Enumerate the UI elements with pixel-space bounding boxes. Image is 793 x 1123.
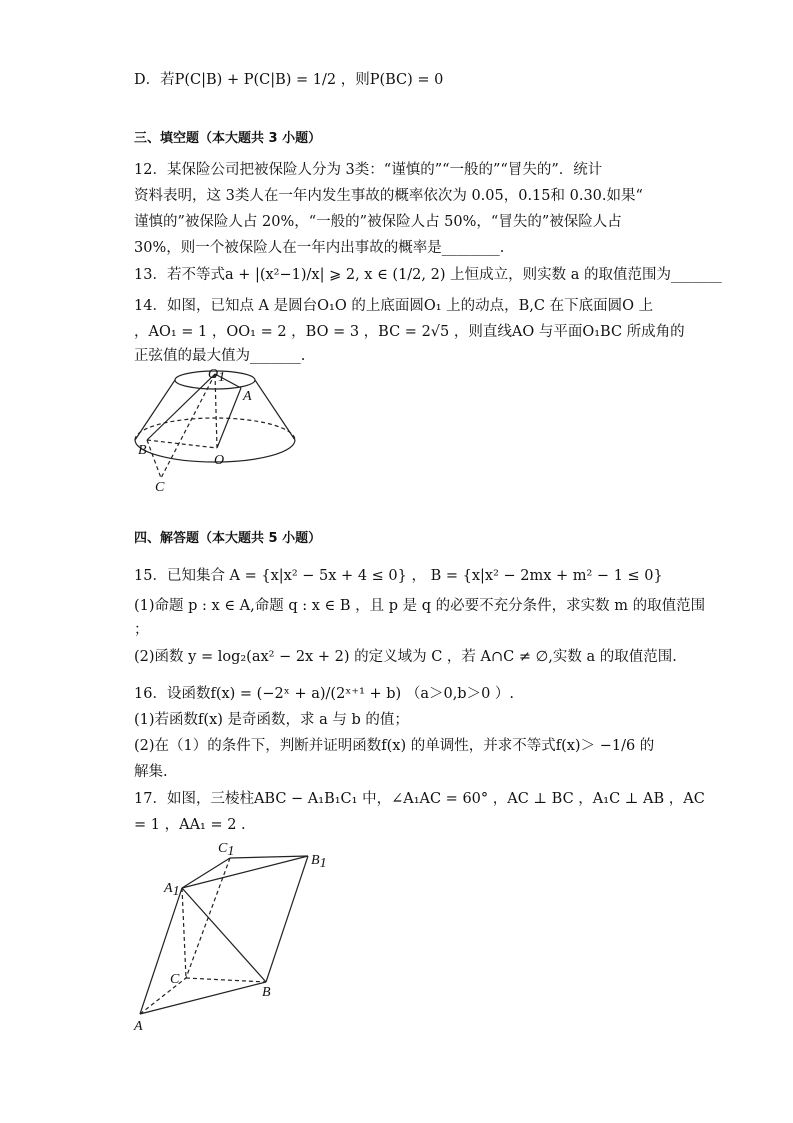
label-o: O: [214, 453, 225, 468]
label-a1: A1: [164, 881, 180, 899]
q14-line-1: 14．如图，已知点 A 是圆台O₁O 的上底面圆O₁ 上的动点，B,C 在下底面圆O 上: [134, 298, 654, 314]
label-b: B: [262, 985, 271, 1000]
section-solve-heading: 四、解答题（本大题共 5 小题）: [134, 531, 322, 546]
label-c1: C1: [218, 841, 235, 859]
q17-line-1: 17．如图，三棱柱ABC − A₁B₁C₁ 中，∠A₁AC = 60° ，AC ⊥ BC ，A₁C ⊥ AB ，AC: [134, 791, 705, 807]
q12-line-2: 资料表明，这 3类人在一年内发生事故的概率依次为 0.05，0.15和 0.30.如果“: [134, 188, 643, 204]
q17-line-2: = 1 ，AA₁ = 2 .: [134, 817, 246, 833]
q15-line-2: (1)命题 p : x ∈ A,命题 q : x ∈ B ，且 p 是 q 的必要不充分条件，求实数 m 的取值范围: [134, 598, 706, 614]
label-o1: O1: [208, 367, 226, 385]
section-fill-in-heading: 三、填空题（本大题共 3 小题）: [134, 131, 322, 146]
q15-line-3: ；: [134, 622, 149, 638]
q16-line-3: (2)在（1）的条件下，判断并证明函数f(x) 的单调性，并求不等式f(x)＞ −1/6 的: [134, 738, 655, 754]
label-a: A: [243, 389, 252, 404]
q14-line-2: ，AO₁ = 1 ，OO₁ = 2 ，BO = 3 ，BC = 2√5 ，则直线AO 与平面O₁BC 所成角的: [134, 324, 685, 340]
frustum-figure: [128, 362, 318, 496]
q14-line-3: 正弦值的最大值为_______.: [134, 348, 306, 364]
q16-line-2: (1)若函数f(x) 是奇函数，求 a 与 b 的值；: [134, 712, 409, 728]
q15-line-1: 15．已知集合 A = {x|x² − 5x + 4 ≤ 0} ， B = {x|x² − 2mx + m² − 1 ≤ 0}: [134, 568, 663, 584]
label-b1: B1: [311, 853, 327, 871]
prism-figure: [130, 836, 330, 1036]
q15-line-4: (2)函数 y = log₂(ax² − 2x + 2) 的定义域为 C ，若 A∩C ≠ ∅,实数 a 的取值范围.: [134, 649, 677, 665]
q16-line-4: 解集.: [134, 764, 168, 780]
label-a: A: [134, 1019, 143, 1034]
q13: 13．若不等式a + |(x²−1)/x| ⩾ 2, x ∈ (1/2, 2) 上恒成立，则实数 a 的取值范围为_______: [134, 267, 722, 283]
label-b: B: [138, 443, 147, 458]
q12-line-3: 谨慎的”被保险人占 20%，“一般的”被保险人占 50%，“冒失的”被保险人占: [134, 214, 622, 230]
label-c: C: [170, 972, 180, 987]
q12-line-1: 12．某保险公司把被保险人分为 3类：“谨慎的”“一般的”“冒失的”．统计: [134, 162, 603, 178]
q16-line-1: 16．设函数f(x) = (−2ˣ + a)/(2ˣ⁺¹ + b) （a＞0,b＞0 ）.: [134, 686, 515, 702]
option-d: D．若P(C|B) + P(C|B) = 1/2 ，则P(BC) = 0: [134, 72, 444, 88]
label-c: C: [155, 480, 165, 495]
q12-line-4: 30%，则一个被保险人在一年内出事故的概率是________.: [134, 240, 505, 256]
